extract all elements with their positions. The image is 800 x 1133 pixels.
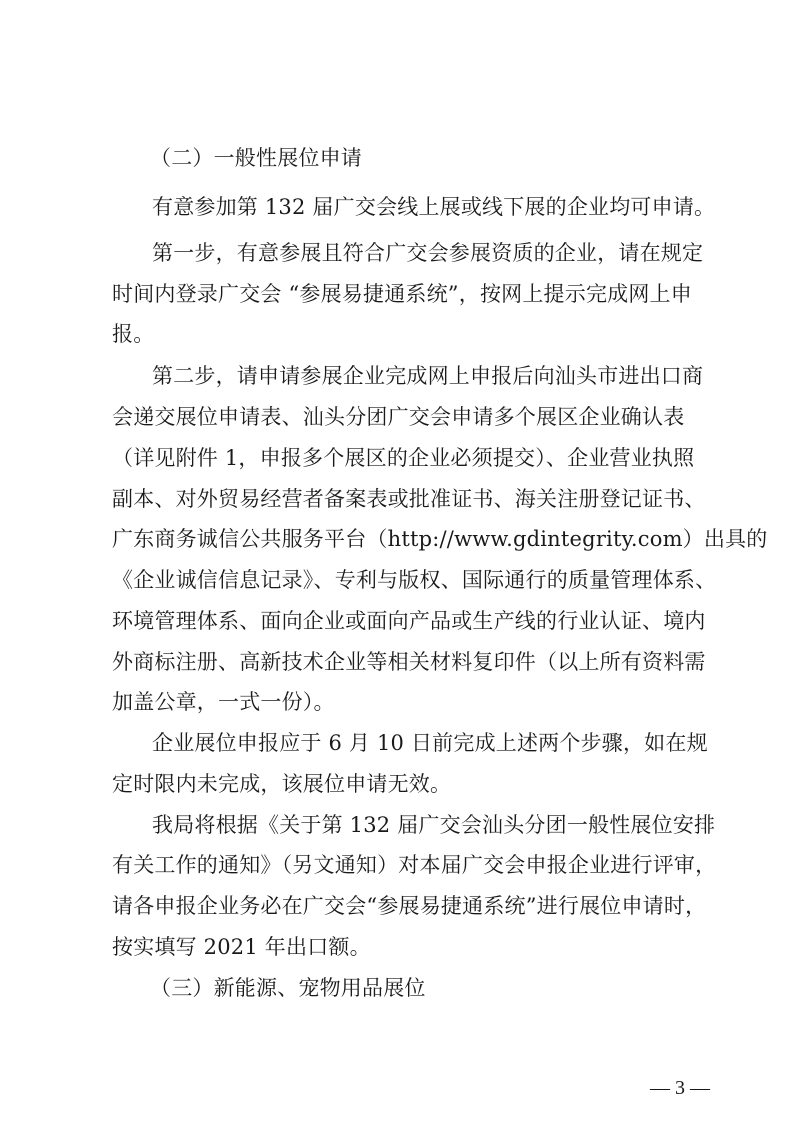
paragraph-line: 定时限内未完成，该展位申请无效。 xyxy=(112,772,452,796)
paragraph-line: 报。 xyxy=(112,322,155,346)
paragraph-line: 《企业诚信信息记录》、专利与版权、国际通行的质量管理体系、 xyxy=(112,568,717,592)
paragraph-line: 第二步，请申请参展企业完成网上申报后向汕头市进出口商 xyxy=(152,364,704,388)
paragraph-line: 有关工作的通知》（另文通知）对本届广交会申报企业进行评审， xyxy=(112,853,717,877)
section-two-heading: （二）一般性展位申请 xyxy=(150,146,362,170)
paragraph-line: 请各申报企业务必在广交会“参展易捷通系统”进行展位申请时， xyxy=(112,894,707,918)
paragraph-line: 企业展位申报应于 6 月 10 日前完成上述两个步骤，如在规 xyxy=(152,731,708,755)
paragraph-line: 会递交展位申请表、汕头分团广交会申请多个展区企业确认表 xyxy=(112,405,685,429)
paragraph-line: 广东商务诚信公共服务平台（http://www.gdintegrity.com）出具的 xyxy=(112,527,768,551)
paragraph-line: 环境管理体系、面向企业或面向产品或生产线的行业认证、境内 xyxy=(112,609,706,633)
section-three-heading: （三）新能源、宠物用品展位 xyxy=(150,976,426,1000)
paragraph-line: 有意参加第 132 届广交会线上展或线下展的企业均可申请。 xyxy=(152,195,716,219)
paragraph-line: 副本、对外贸易经营者备案表或批准证书、海关注册登记证书、 xyxy=(112,487,706,511)
paragraph-line: 按实填写 2021 年出口额。 xyxy=(112,935,371,959)
paragraph-line: （详见附件 1，申报多个展区的企业必须提交）、企业营业执照 xyxy=(112,446,695,470)
page-number: — 3 — xyxy=(650,1077,710,1099)
paragraph-line: 第一步，有意参展且符合广交会参展资质的企业，请在规定 xyxy=(152,241,704,265)
paragraph-line: 时间内登录广交会 “参展易捷通系统”，按网上提示完成网上申 xyxy=(112,282,692,306)
paragraph-line: 外商标注册、高新技术企业等相关材料复印件（以上所有资料需 xyxy=(112,650,706,674)
paragraph-line: 加盖公章，一式一份）。 xyxy=(112,690,335,714)
paragraph-line: 我局将根据《关于第 132 届广交会汕头分团一般性展位安排 xyxy=(152,813,716,837)
